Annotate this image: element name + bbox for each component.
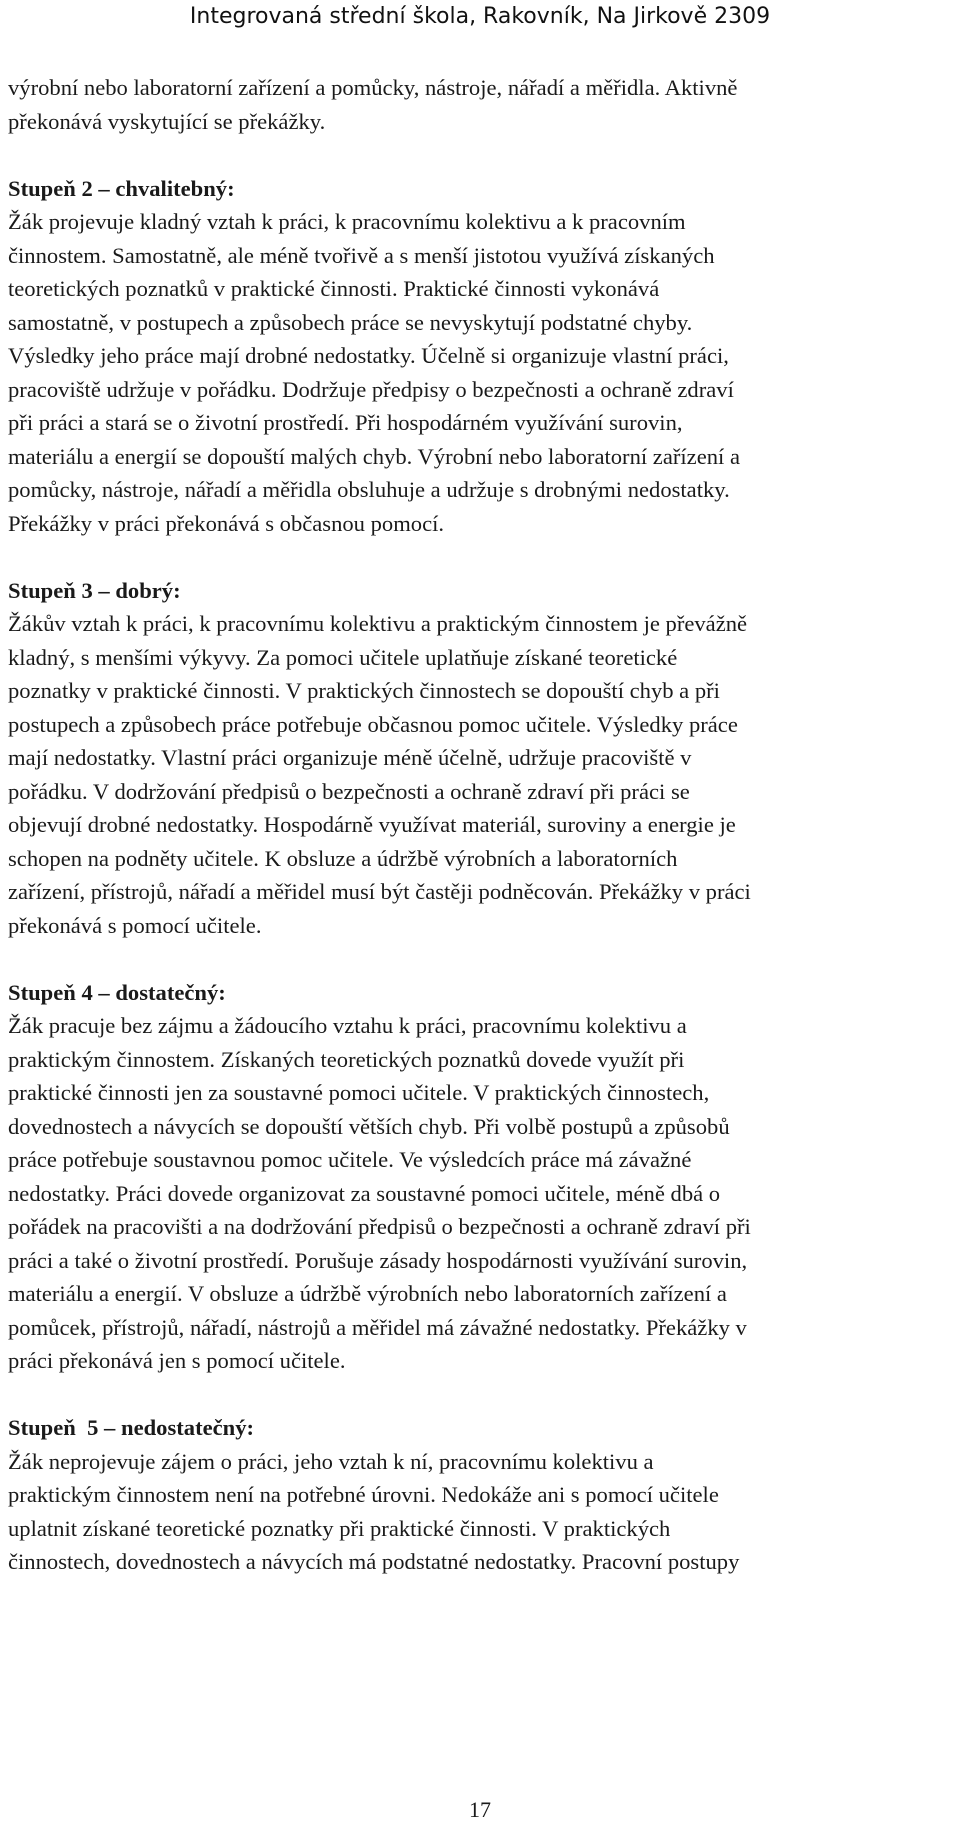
text-line: činnostech, dovednostech a návycích má podstatné nedostatky. Pracovní postupy — [8, 1549, 740, 1574]
section-grade-2 — [8, 172, 954, 541]
text-line: pořádek na pracovišti a na dodržování předpisů o bezpečnosti a ochraně zdraví při — [8, 1214, 751, 1239]
text-line: praktickým činnostem. Získaných teoretických poznatků dovede využít při — [8, 1046, 685, 1072]
text-line: teoretických poznatků v praktické činnosti. Praktické činnosti vykonává — [8, 276, 660, 301]
text-line: Žák projevuje kladný vztah k práci, k pracovnímu kolektivu a k pracovním — [8, 209, 686, 234]
text-line: překonává s pomocí učitele. — [8, 912, 262, 938]
text-line: při práci a stará se o životní prostředí. Při hospodárném využívání surovin, — [8, 410, 683, 435]
text-line: práce potřebuje soustavnou pomoc učitele. Ve výsledcích práce má závažné — [8, 1147, 692, 1172]
text-line: nedostatky. Práci dovede organizovat za soustavné pomoci učitele, méně dbá o — [8, 1180, 721, 1206]
paragraph-gap — [8, 540, 954, 574]
school-header-title: Integrovaná střední škola, Rakovník, Na Jirkově 2309 — [189, 4, 771, 29]
text-line: pořádku. V dodržování předpisů o bezpečnosti a ochraně zdraví při práci se — [8, 778, 690, 804]
section-grade-5 — [8, 1411, 954, 1579]
page-number: 17 — [469, 1797, 491, 1822]
text-line: schopen na podněty učitele. K obsluze a údržbě výrobních a laboratorních — [8, 845, 678, 871]
document-body — [8, 71, 954, 1579]
section-grade-3 — [8, 574, 954, 943]
text-line: praktickým činnostem není na potřebné úrovni. Nedokáže ani s pomocí učitele — [8, 1482, 719, 1507]
paragraph-gap — [8, 942, 954, 976]
text-line: pomůcek, přístrojů, nářadí, nástrojů a měřidel má závažné nedostatky. Překážky v — [8, 1314, 747, 1340]
section-heading: Stupeň 3 – dobrý: — [8, 577, 181, 603]
text-line: překonává vyskytující se překážky. — [8, 108, 326, 134]
text-line: zařízení, přístrojů, nářadí a měřidel musí být častěji podněcován. Překážky v práci — [8, 879, 751, 904]
paragraph-gap — [8, 1378, 954, 1412]
text-line: Výsledky jeho práce mají drobné nedostatky. Účelně si organizuje vlastní práci, — [8, 343, 729, 368]
text-line: kladný, s menšími výkyvy. Za pomoci učitele uplatňuje získané teoretické — [8, 644, 678, 670]
text-line: materiálu a energií. V obsluze a údržbě výrobních nebo laboratorních zařízení a — [8, 1281, 727, 1306]
paragraph-gap — [8, 138, 954, 172]
text-line: poznatky v praktické činnosti. V praktických činnostech se dopouští chyb a při — [8, 678, 720, 703]
text-line: výrobní nebo laboratorní zařízení a pomůcky, nástroje, nářadí a měřidla. Aktivně — [8, 75, 738, 100]
text-line: pomůcky, nástroje, nářadí a měřidla obsluhuje a udržuje s drobnými nedostatky. — [8, 477, 730, 502]
text-line: materiálu a energií se dopouští malých chyb. Výrobní nebo laboratorní zařízení a — [8, 443, 740, 469]
text-line: Překážky v práci překonává s občasnou pomocí. — [8, 510, 445, 536]
section-grade-4 — [8, 976, 954, 1378]
text-line: praktické činnosti jen za soustavné pomoci učitele. V praktických činnostech, — [8, 1080, 710, 1105]
section-heading: Stupeň 5 – nedostatečný: — [8, 1415, 255, 1440]
text-line: postupech a způsobech práce potřebuje občasnou pomoc učitele. Výsledky práce — [8, 711, 738, 737]
page-header — [0, 0, 960, 40]
text-line: samostatně, v postupech a způsobech práce se nevyskytují podstatné chyby. — [8, 309, 693, 335]
text-line: Žák pracuje bez zájmu a žádoucího vztahu k práci, pracovnímu kolektivu a — [8, 1013, 687, 1038]
text-line: práci překonává jen s pomocí učitele. — [8, 1348, 346, 1373]
text-line: dovednostech a návycích se dopouští větších chyb. Při volbě postupů a způsobů — [8, 1113, 730, 1139]
text-line: Žákův vztah k práci, k pracovnímu kolektivu a praktickým činnostem je převážně — [8, 611, 748, 636]
text-line: objevují drobné nedostatky. Hospodárně využívat materiál, suroviny a energie je — [8, 812, 736, 837]
text-line: pracoviště udržuje v pořádku. Dodržuje předpisy o bezpečnosti a ochraně zdraví — [8, 376, 734, 402]
text-line: Žák neprojevuje zájem o práci, jeho vztah k ní, pracovnímu kolektivu a — [8, 1448, 654, 1474]
section-heading: Stupeň 4 – dostatečný: — [8, 979, 226, 1005]
text-line: činnostem. Samostatně, ale méně tvořivě a s menší jistotou využívá získaných — [8, 242, 715, 268]
text-line: mají nedostatky. Vlastní práci organizuje méně účelně, udržuje pracoviště v — [8, 745, 692, 770]
text-line: uplatnit získané teoretické poznatky při praktické činnosti. V praktických — [8, 1515, 671, 1541]
intro-paragraph — [8, 71, 954, 138]
section-heading: Stupeň 2 – chvalitebný: — [8, 175, 235, 201]
text-line: práci a také o životní prostředí. Porušuje zásady hospodárnosti využívání surovin, — [8, 1247, 748, 1273]
